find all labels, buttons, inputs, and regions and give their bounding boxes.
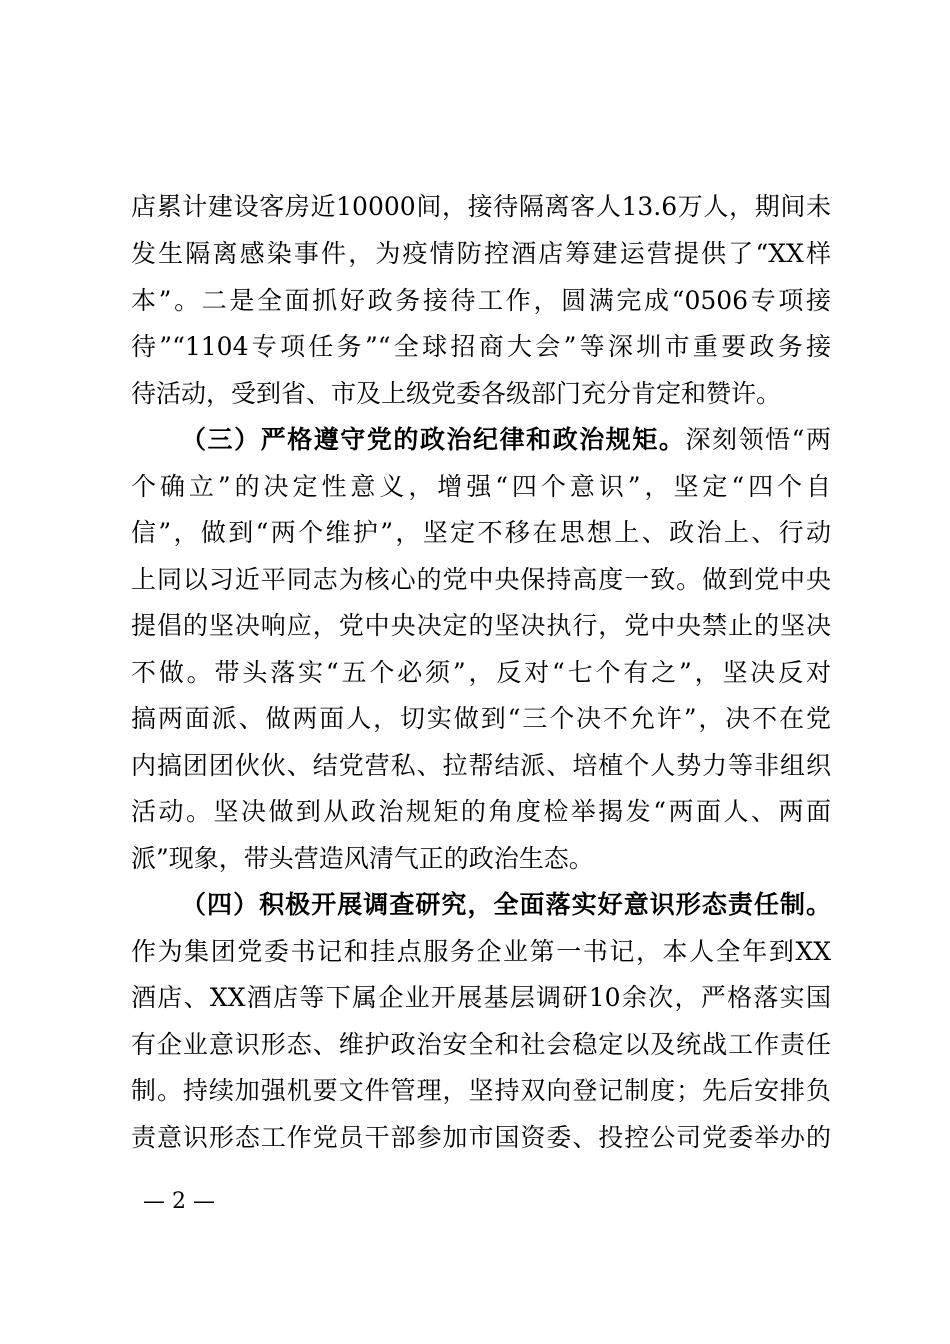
paragraph-line: 搞两面派、做两面人，切实做到“三个决不允许”，决不在党 xyxy=(131,704,831,733)
paragraph-line: 有企业意识形态、维护政治安全和社会稳定以及统战工作责任 xyxy=(131,1030,831,1059)
section-heading: （四）积极开展调查研究，全面落实好意识形态责任制。 xyxy=(181,890,831,919)
paragraph-line: 不做。带头落实“五个必须”，反对“七个有之”，坚决反对 xyxy=(131,658,831,687)
paragraph-line: 制。持续加强机要文件管理，坚持双向登记制度；先后安排负 xyxy=(131,1076,831,1105)
paragraph-line: 提倡的坚决响应，党中央决定的坚决执行，党中央禁止的坚决 xyxy=(131,611,831,640)
paragraph-line: 店累计建设客房近10000间，接待隔离客人13.6万人，期间未 xyxy=(131,192,831,221)
paragraph-line: 责意识形态工作党员干部参加市国资委、投控公司党委举办的 xyxy=(131,1123,831,1152)
paragraph-line: 酒店、XX酒店等下属企业开展基层调研10余次，严格落实国 xyxy=(131,983,831,1012)
paragraph-line: 信”，做到“两个维护”，坚定不移在思想上、政治上、行动 xyxy=(131,518,831,547)
section-heading-line xyxy=(181,417,831,463)
paragraph-line: 待活动，受到省、市及上级党委各级部门充分肯定和赞许。 xyxy=(131,379,782,408)
paragraph-line: 本”。二是全面抓好政务接待工作，圆满完成“0506专项接 xyxy=(131,286,831,315)
paragraph-line: 待”“1104专项任务”“全球招商大会”等深圳市重要政务接 xyxy=(131,332,831,361)
section-heading: （三）严格遵守党的政治纪律和政治规矩。 xyxy=(181,425,686,454)
section-heading-line xyxy=(181,882,831,928)
paragraph-line: 内搞团团伙伙、结党营私、拉帮结派、培植个人势力等非组织 xyxy=(131,751,831,780)
paragraph-line: 个确立”的决定性意义，增强“四个意识”，坚定“四个自 xyxy=(131,472,832,501)
paragraph-line: 作为集团党委书记和挂点服务企业第一书记，本人全年到XX xyxy=(131,937,831,966)
paragraph-line: 活动。坚决做到从政治规矩的角度检举揭发“两面人、两面 xyxy=(131,797,831,826)
page-number: — 2 — xyxy=(143,1189,215,1214)
paragraph-line: 派”现象，带头营造风清气正的政治生态。 xyxy=(131,844,594,873)
paragraph-line: 上同以习近平同志为核心的党中央保持高度一致。做到党中央 xyxy=(131,565,831,594)
heading-line-rest: 深刻领悟“两 xyxy=(685,425,832,454)
paragraph-line: 发生隔离感染事件，为疫情防控酒店筹建运营提供了“XX样 xyxy=(131,239,831,268)
